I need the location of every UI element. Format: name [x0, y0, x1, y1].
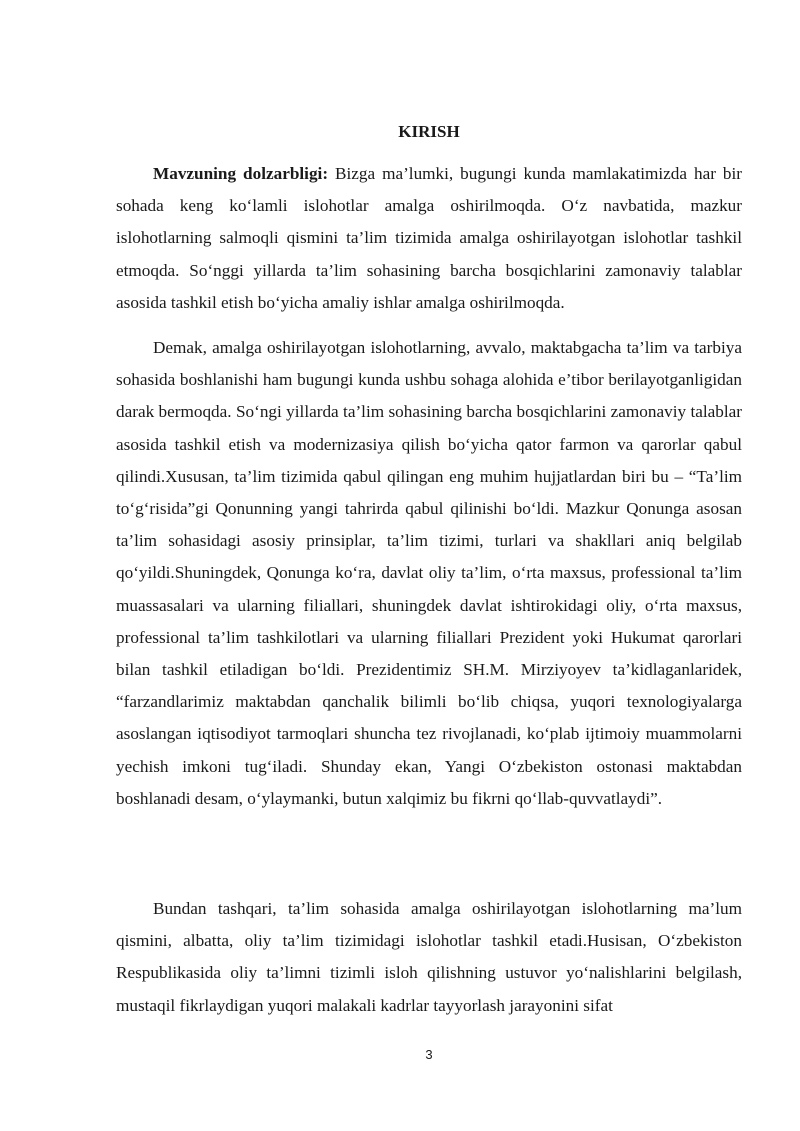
paragraph-relevance [116, 158, 742, 319]
paragraph-text: Bizga ma’lumki, bugungi kunda mamlakatimizda har bir sohada keng ko‘lamli islohotlar amalga oshirilmoqda. O‘z navbatida, mazkur islohotlarning salmoqli qismini ta’lim tizimida amalga oshirilayotgan islohotlar tashkil etmoqda. So‘nggi yillarda ta’lim sohasining barcha bosqichlarini zamonaviy talablar asosida tashkil etish bo‘yicha amaliy ishlar amalga oshirilmoqda. [116, 164, 742, 312]
paragraph-higher-education: Bundan tashqari, ta’lim sohasida amalga oshirilayotgan islohotlarning ma’lum qismini, albatta, oliy ta’lim tizimidagi islohotlar tashkil etadi.Husisan, O‘zbekiston Respublikasida oliy ta’limni tizimli isloh qilishning ustuvor yo‘nalishlarini belgilash, mustaqil fikrlaydigan yuqori malakali kadrlar tayyorlash jarayonini sifat [116, 899, 742, 1015]
paragraph-lead: Mavzuning dolzarbligi: [153, 164, 329, 183]
paragraph-reforms: Demak, amalga oshirilayotgan islohotlarning, avvalo, maktabgacha ta’lim va tarbiya sohasida boshlanishi ham bugungi kunda ushbu sohaga alohida e’tibor berilayotganligidan darak bermoqda. So‘ngi yillarda ta’lim sohasining barcha bosqichlarini zamonaviy talablar asosida tashkil etish va modernizasiya qilish bo‘yicha qator farmon va qarorlar qabul qilindi.Xususan, ta’lim tizimida qabul qilingan eng muhim hujjatlardan biri bu – “Ta’lim to‘g‘risida”gi Qonunning yangi tahrirda qabul qilinishi bo‘ldi. Mazkur Qonunga asosan ta’lim sohasidagi asosiy prinsiplar, ta’lim tizimi, turlari va shakllari aniq belgilab qo‘yildi.Shuningdek, Qonunga ko‘ra, davlat oliy ta’lim, o‘rta maxsus, professional ta’lim muassasalari va ularning filiallari, shuningdek davlat ishtirokidagi oliy, o‘rta maxsus, professional ta’lim tashkilotlari va ularning filiallari Prezident yoki Hukumat qarorlari bilan tashkil etiladigan bo‘ldi. Prezidentimiz SH.M. Mirziyoyev ta’kidlaganlaridek, “farzandlarimiz maktabdan qanchalik bilimli bo‘lib chiqsa, yuqori texnologiyalarga asoslangan iqtisodiyot tarmoqlari shuncha tez rivojlanadi, ko‘plab ijtimoiy muammolarni yechish imkoni tug‘iladi. Shunday ekan, Yangi O‘zbekiston ostonasi maktabdan boshlanadi desam, o‘ylaymanki, butun xalqimiz bu fikrni qo‘llab-quvvatlaydi”. [116, 338, 742, 808]
page-number: 3 [425, 1047, 433, 1062]
section-heading: KIRISH [398, 122, 460, 141]
